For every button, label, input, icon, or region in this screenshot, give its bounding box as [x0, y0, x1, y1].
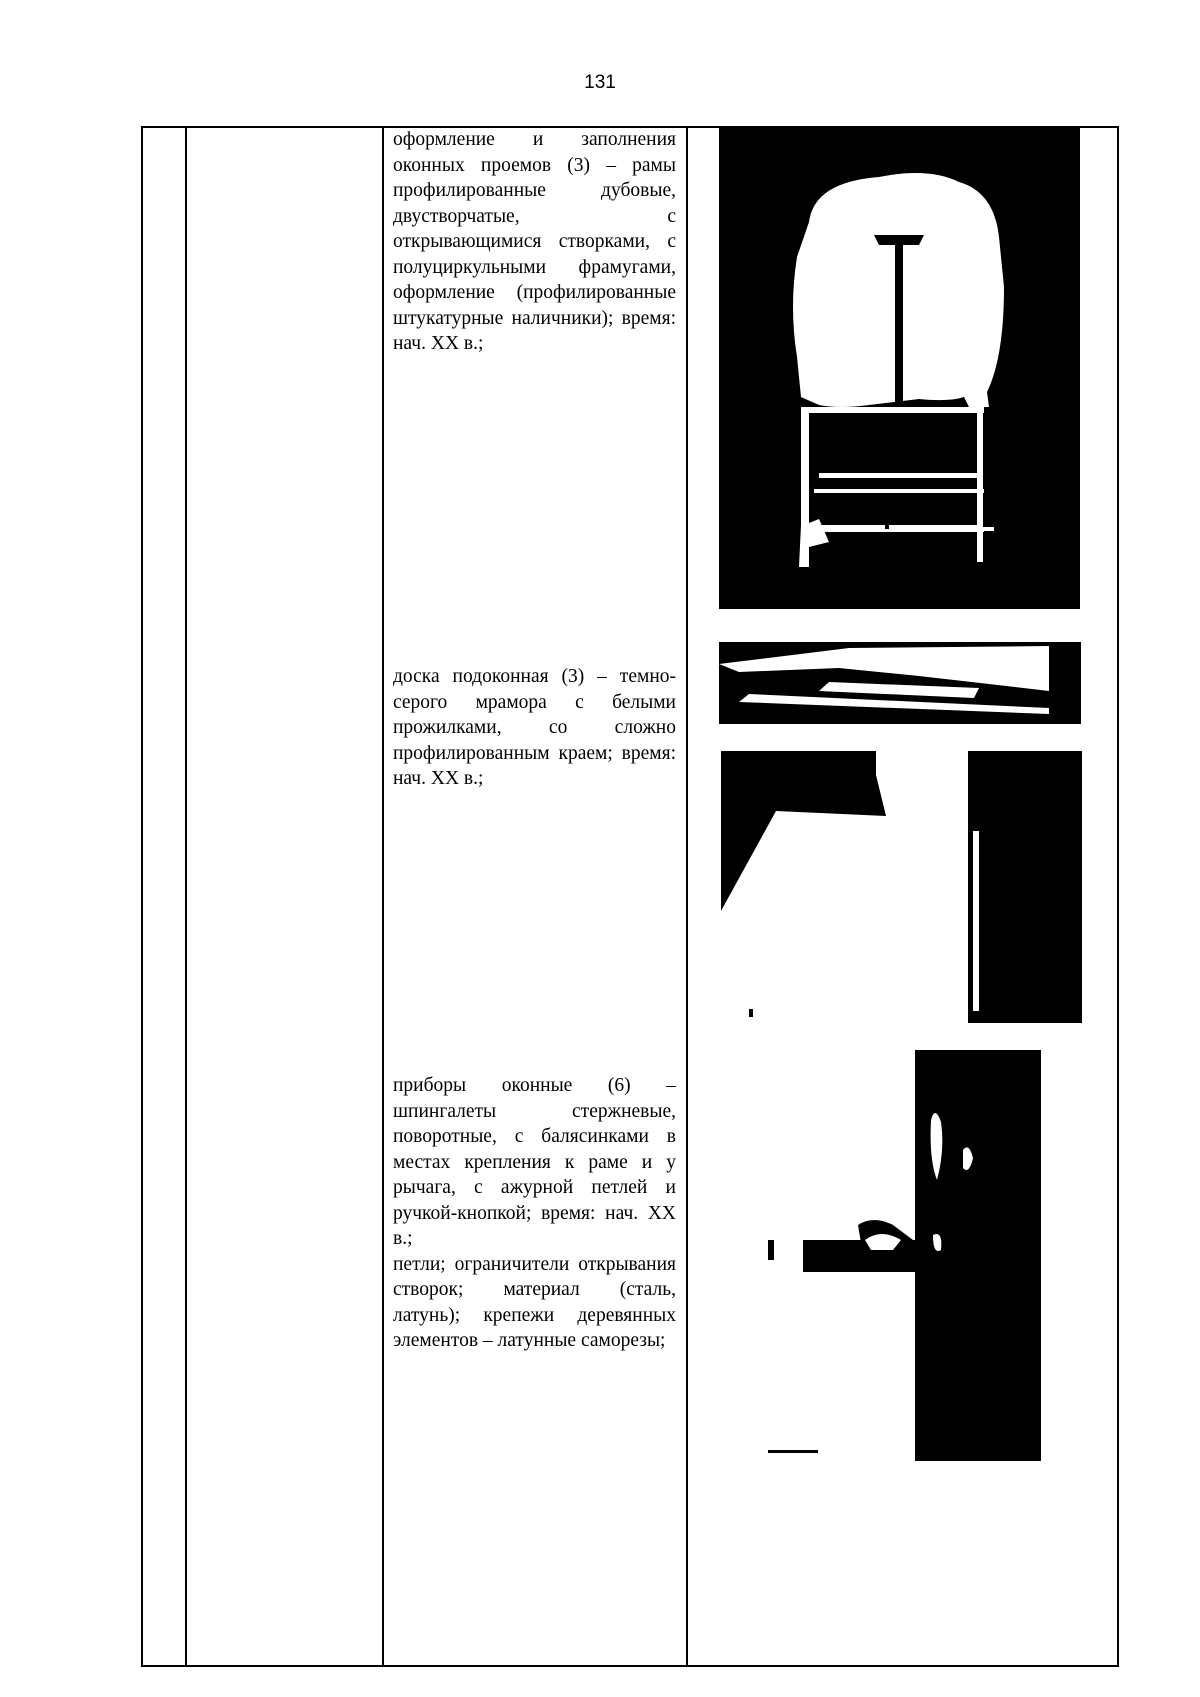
windowsill-photo — [719, 636, 1081, 724]
window-latch-photo — [763, 1050, 1041, 1461]
windowsill-edge-photo — [721, 751, 1082, 1023]
page-number: 131 — [584, 72, 616, 93]
row-text-window-frames: оформление и заполнения оконных проемов (3) – рамы профилированные дубовые, двустворчатые, с открывающимися створками, с полуциркульными фрамугами, оформление (профилированные штукатурные наличники); время: нач. XX в.; — [393, 129, 676, 354]
column-divider-2 — [382, 128, 384, 1665]
column-divider-3 — [686, 128, 688, 1665]
column-divider-1 — [185, 128, 187, 1665]
row-text-window-fittings: приборы оконные (6) – шпингалеты стержневые, поворотные, с балясинками в местах крепления к раме и у рычага, с ажурной петлей и ручкой-кнопкой; время: нач. XX в.; петли; ограничители открывания створок; материал (сталь, латунь); крепежи деревянных элементов – латунные саморезы; — [393, 1075, 676, 1351]
window-frame-photo — [719, 127, 1080, 609]
row-text-windowsill: доска подоконная (3) – темно-серого мрамора с белыми прожилками, со сложно профилированным краем; время: нач. XX в.; — [393, 666, 676, 789]
